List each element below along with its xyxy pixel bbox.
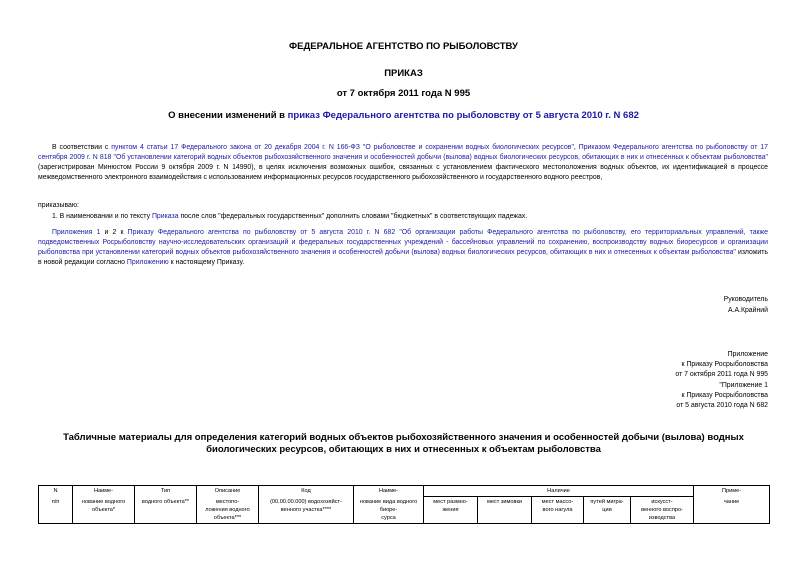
col-presence: Наличие (424, 486, 694, 497)
col-code-sub (259, 497, 354, 524)
col-feeding (532, 497, 584, 524)
col-code-2: (00.00.00.000) водохозяйст- (270, 498, 342, 505)
paragraph-order-word: приказываю: (38, 202, 79, 209)
col-species-2: нование вида водного (359, 498, 418, 505)
col-code: Код (259, 486, 354, 497)
preamble-text-b: , (573, 144, 579, 151)
col-note-sub (694, 497, 770, 524)
order-818-link[interactable]: Приказом Федерального агентства по рыболовству от 17 сентября 2009 г. N 818 "Об установлении категорий водных объектов рыбохозяйственного значения и особенностей добычи (вылова) водных биологических ресурсов, обитающих в них и отнесенных к объектам рыболовства" (38, 144, 768, 161)
table-header-row-1 (39, 486, 770, 497)
subject-link[interactable]: приказ Федерального агентства по рыболовству от 5 августа 2010 г. N 682 (287, 110, 639, 121)
col-migration-1: путей мигра- (590, 499, 624, 505)
appendix-1-link[interactable]: Приложения 1 (52, 229, 101, 236)
table-title: Табличные материалы для определения категорий водных объектов рыбохозяйственного значения и особенностей добычи (вылова) водных биологических ресурсов, обитающих в них и отнесенных к объектам рыболовства (63, 432, 744, 455)
preamble-text-a: В соответствии с (52, 144, 112, 151)
col-name-2: нование водного (81, 498, 126, 505)
col-desc-3: ложения водного (205, 506, 250, 513)
col-artificial-1: искусст- (651, 499, 673, 505)
item1-text-b: после слов "федеральных государственных" дополнить словами "бюджетных" в соответствующих падежах. (178, 213, 528, 220)
col-wintering (478, 497, 532, 524)
col-desc-2: местопо- (215, 498, 240, 505)
col-type-sub (135, 497, 197, 524)
preamble-text-c: (зарегистрирован Минюстом России 9 октября 2009 г. N 14990), в целях исключения возможных ошибок, связанных с установлением фактического местоположения водных объектов, их идентификацией в процессе межведомственного электронного взаимодействия с использованием информационных ресурсов государственного рыбохозяйственного и государственного водного реестров, (38, 164, 768, 181)
col-desc: Описание (197, 486, 259, 497)
law-link[interactable]: пунктом 4 статьи 17 Федерального закона от 20 декабря 2004 г. N 166-ФЗ "О рыболовстве и сохранении водных биологических ресурсов" (111, 144, 574, 151)
paragraph-item-2 (38, 228, 768, 268)
col-n: N (39, 486, 73, 497)
col-desc-4: объекта*** (213, 514, 242, 521)
appendix-line-5: к Приказу Росрыболовства (681, 391, 768, 399)
signer-name: А.А.Крайний (727, 307, 768, 314)
order-link[interactable]: Приказа (151, 213, 179, 220)
col-desc-sub (197, 497, 259, 524)
col-type-2: водного объекта** (141, 498, 190, 505)
col-feeding-1: мест массо- (541, 499, 574, 505)
col-spawning-2: жения (442, 507, 459, 513)
col-spawning-1: мест размно- (433, 499, 468, 505)
item1-text-a: 1. В наименовании и по тексту (52, 213, 152, 220)
col-note: Приме- (694, 486, 770, 497)
col-np: п/п (51, 498, 60, 505)
col-artificial-2: венного воспро- (641, 507, 683, 513)
appendix-line-3: от 7 октября 2011 года N 995 (675, 371, 768, 379)
item2-text-c: к настоящему Приказу. (168, 259, 245, 266)
appendix-line-6: от 5 августа 2010 года N 682 (676, 402, 768, 410)
col-type: Тип (135, 486, 197, 497)
col-migration (584, 497, 631, 524)
col-species-sub (354, 497, 424, 524)
col-n-sub (39, 497, 73, 524)
col-species-3: биоре- (379, 506, 398, 513)
signature-block (724, 294, 768, 316)
order-682-link[interactable]: Приказу Федерального агентства по рыболовству от 5 августа 2010 г. N 682 "Об организации работы Федерального агентства по рыболовству, его территориальных управлений, также подведомственных Росрыболовству научно-исследовательских организаций и федеральных государственных учреждений - бассейновых управлений по сохранению, воспроизводству водных биоресурсов и организации рыболовства при установлении категорий водных объектов рыбохозяйственного значения и особенностей добычи (вылова) водных биологических ресурсов, обитающих в них и отнесенных к объектам рыболовства" (38, 229, 769, 256)
data-table (38, 485, 770, 524)
col-wintering-1: мест зимовки (486, 499, 523, 505)
col-name-3: объекта* (91, 506, 116, 513)
item2-text-b: изложить в новой редакции согласно (38, 249, 768, 266)
appendix-line-4: "Приложение 1 (719, 381, 768, 389)
col-spawning (424, 497, 478, 524)
col-note-2: чание (723, 498, 740, 505)
appendix-line-1: Приложение (727, 351, 768, 358)
order-date-number: от 7 октября 2011 года N 995 (336, 88, 471, 99)
document-type: ПРИКАЗ (384, 68, 423, 79)
col-feeding-2: вого нагула (542, 507, 573, 513)
appendix-link[interactable]: Приложению (126, 259, 169, 266)
appendix-block (675, 350, 768, 411)
col-name-sub (73, 497, 135, 524)
col-species: Наиме- (354, 486, 424, 497)
col-name: Наиме- (73, 486, 135, 497)
item2-text-a: и 2 к (100, 229, 128, 236)
subject-prefix: О внесении изменений в (168, 110, 288, 121)
col-artificial (631, 497, 694, 524)
agency-heading: ФЕДЕРАЛЬНОЕ АГЕНТСТВО ПО РЫБОЛОВСТВУ (289, 41, 518, 52)
col-artificial-3: изводства (648, 515, 676, 521)
paragraph-preamble (38, 143, 768, 183)
table-header-row-2 (39, 497, 770, 524)
col-code-3: венного участка**** (280, 506, 332, 513)
signer-title: Руководитель (723, 296, 768, 303)
order-subject (0, 110, 807, 121)
col-species-4: сурса (381, 514, 396, 521)
appendix-line-2: к Приказу Росрыболовства (681, 361, 768, 369)
col-migration-2: ции (602, 507, 612, 513)
paragraph-item-1 (38, 212, 768, 222)
